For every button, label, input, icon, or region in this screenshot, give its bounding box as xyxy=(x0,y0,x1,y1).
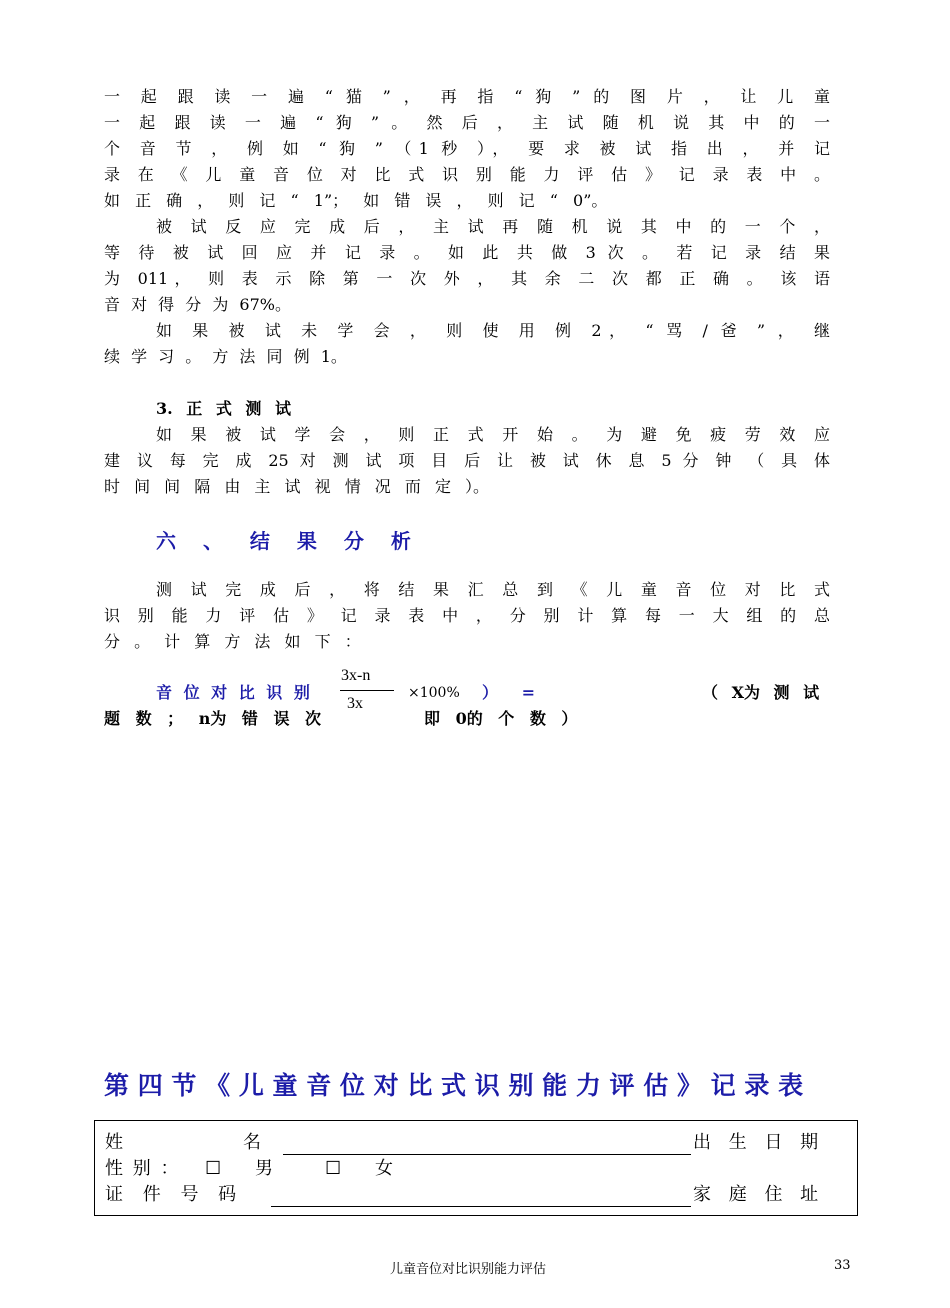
formula-equals: ） = xyxy=(482,683,535,702)
body-line: 测 试 完 成 后 ， 将 结 果 汇 总 到 《 儿 童 音 位 对 比 式 xyxy=(156,580,830,599)
record-form xyxy=(94,1120,858,1216)
footer-title: 儿童音位对比识别能力评估 xyxy=(390,1262,547,1277)
body-line: 分 。 计 算 方 法 如 下 ： xyxy=(104,632,361,651)
body-line: 个 音 节 ， 例 如 “ 狗 ” （1 秒 ）， 要 求 被 试 指 出 ， 并 记 xyxy=(104,139,830,158)
id-number-field[interactable] xyxy=(271,1206,691,1207)
body-line: 被 试 反 应 完 成 后 ， 主 试 再 随 机 说 其 中 的 一 个 ， xyxy=(156,217,830,236)
body-line: 如 果 被 试 未 学 会 ， 则 使 用 例 2， “ 骂 / 爸 ” ， 继 xyxy=(156,321,830,340)
body-line: 如 果 被 试 学 会 ， 则 正 式 开 始 。 为 避 免 疲 劳 效 应 xyxy=(156,425,830,444)
formula-multiplier: ×100% xyxy=(408,685,460,701)
body-line: 时 间 间 隔 由 主 试 视 情 况 而 定 ）。 xyxy=(104,477,490,496)
body-line: 识 别 能 力 评 估 》 记 录 表 中 ， 分 别 计 算 每 一 大 组 的 总 xyxy=(104,606,830,625)
female-checkbox[interactable]: ☐ xyxy=(325,1158,342,1179)
body-line: 为 011， 则 表 示 除 第 一 次 外 ， 其 余 二 次 都 正 确 。 该 语 xyxy=(104,269,830,288)
body-line: 一 起 跟 读 一 遍 “ 猫 ” ， 再 指 “ 狗 ” 的 图 片 ， 让 儿 童 xyxy=(104,87,830,106)
name-label-end: 名 xyxy=(243,1132,261,1153)
formula-note: （ X为 测 试 xyxy=(702,683,820,702)
formula-label: 音 位 对 比 识 别 xyxy=(156,683,310,702)
body-line: 建 议 每 完 成 25 对 测 试 项 目 后 让 被 试 休 息 5 分 钟 （ 具 体 xyxy=(104,451,830,470)
gender-label: 性 别 ： xyxy=(105,1158,179,1179)
birth-date-label: 出 生 日 期 xyxy=(693,1132,819,1153)
page-number: 33 xyxy=(834,1258,851,1273)
formula-numerator: 3x-n xyxy=(341,667,371,684)
fraction-bar xyxy=(340,690,394,691)
name-label: 姓 xyxy=(105,1132,123,1153)
record-table-title: 第 四 节 《 儿 童 音 位 对 比 式 识 别 能 力 评 估 》 记 录 表 xyxy=(104,1071,804,1100)
section-title: 六 、 结 果 分 析 xyxy=(156,529,421,553)
body-line: 录 在 《 儿 童 音 位 对 比 式 识 别 能 力 评 估 》 记 录 表 中 。 xyxy=(104,165,830,184)
formula-denominator: 3x xyxy=(347,695,363,712)
formula-note-line2-end: 即 0的 个 数 ） xyxy=(424,709,578,728)
step-heading: 3. 正 式 测 试 xyxy=(156,399,291,418)
male-label: 男 xyxy=(255,1158,273,1179)
formula-note-line2: 题 数 ； n为 错 误 次 xyxy=(104,709,322,728)
body-line: 一 起 跟 读 一 遍 “ 狗 ” 。 然 后 ， 主 试 随 机 说 其 中 的 一 xyxy=(104,113,830,132)
body-line: 等 待 被 试 回 应 并 记 录 。 如 此 共 做 3 次 。 若 记 录 结 果 xyxy=(104,243,830,262)
name-field[interactable] xyxy=(283,1154,691,1155)
body-line: 音 对 得 分 为 67%。 xyxy=(104,295,291,314)
body-line: 如 正 确 ， 则 记 “ 1”； 如 错 误 ， 则 记 “ 0”。 xyxy=(104,191,608,210)
id-number-label: 证 件 号 码 xyxy=(105,1184,237,1205)
male-checkbox[interactable]: ☐ xyxy=(205,1158,222,1179)
female-label: 女 xyxy=(375,1158,393,1179)
body-line: 续 学 习 。 方 法 同 例 1。 xyxy=(104,347,347,366)
address-label: 家 庭 住 址 xyxy=(693,1184,819,1205)
